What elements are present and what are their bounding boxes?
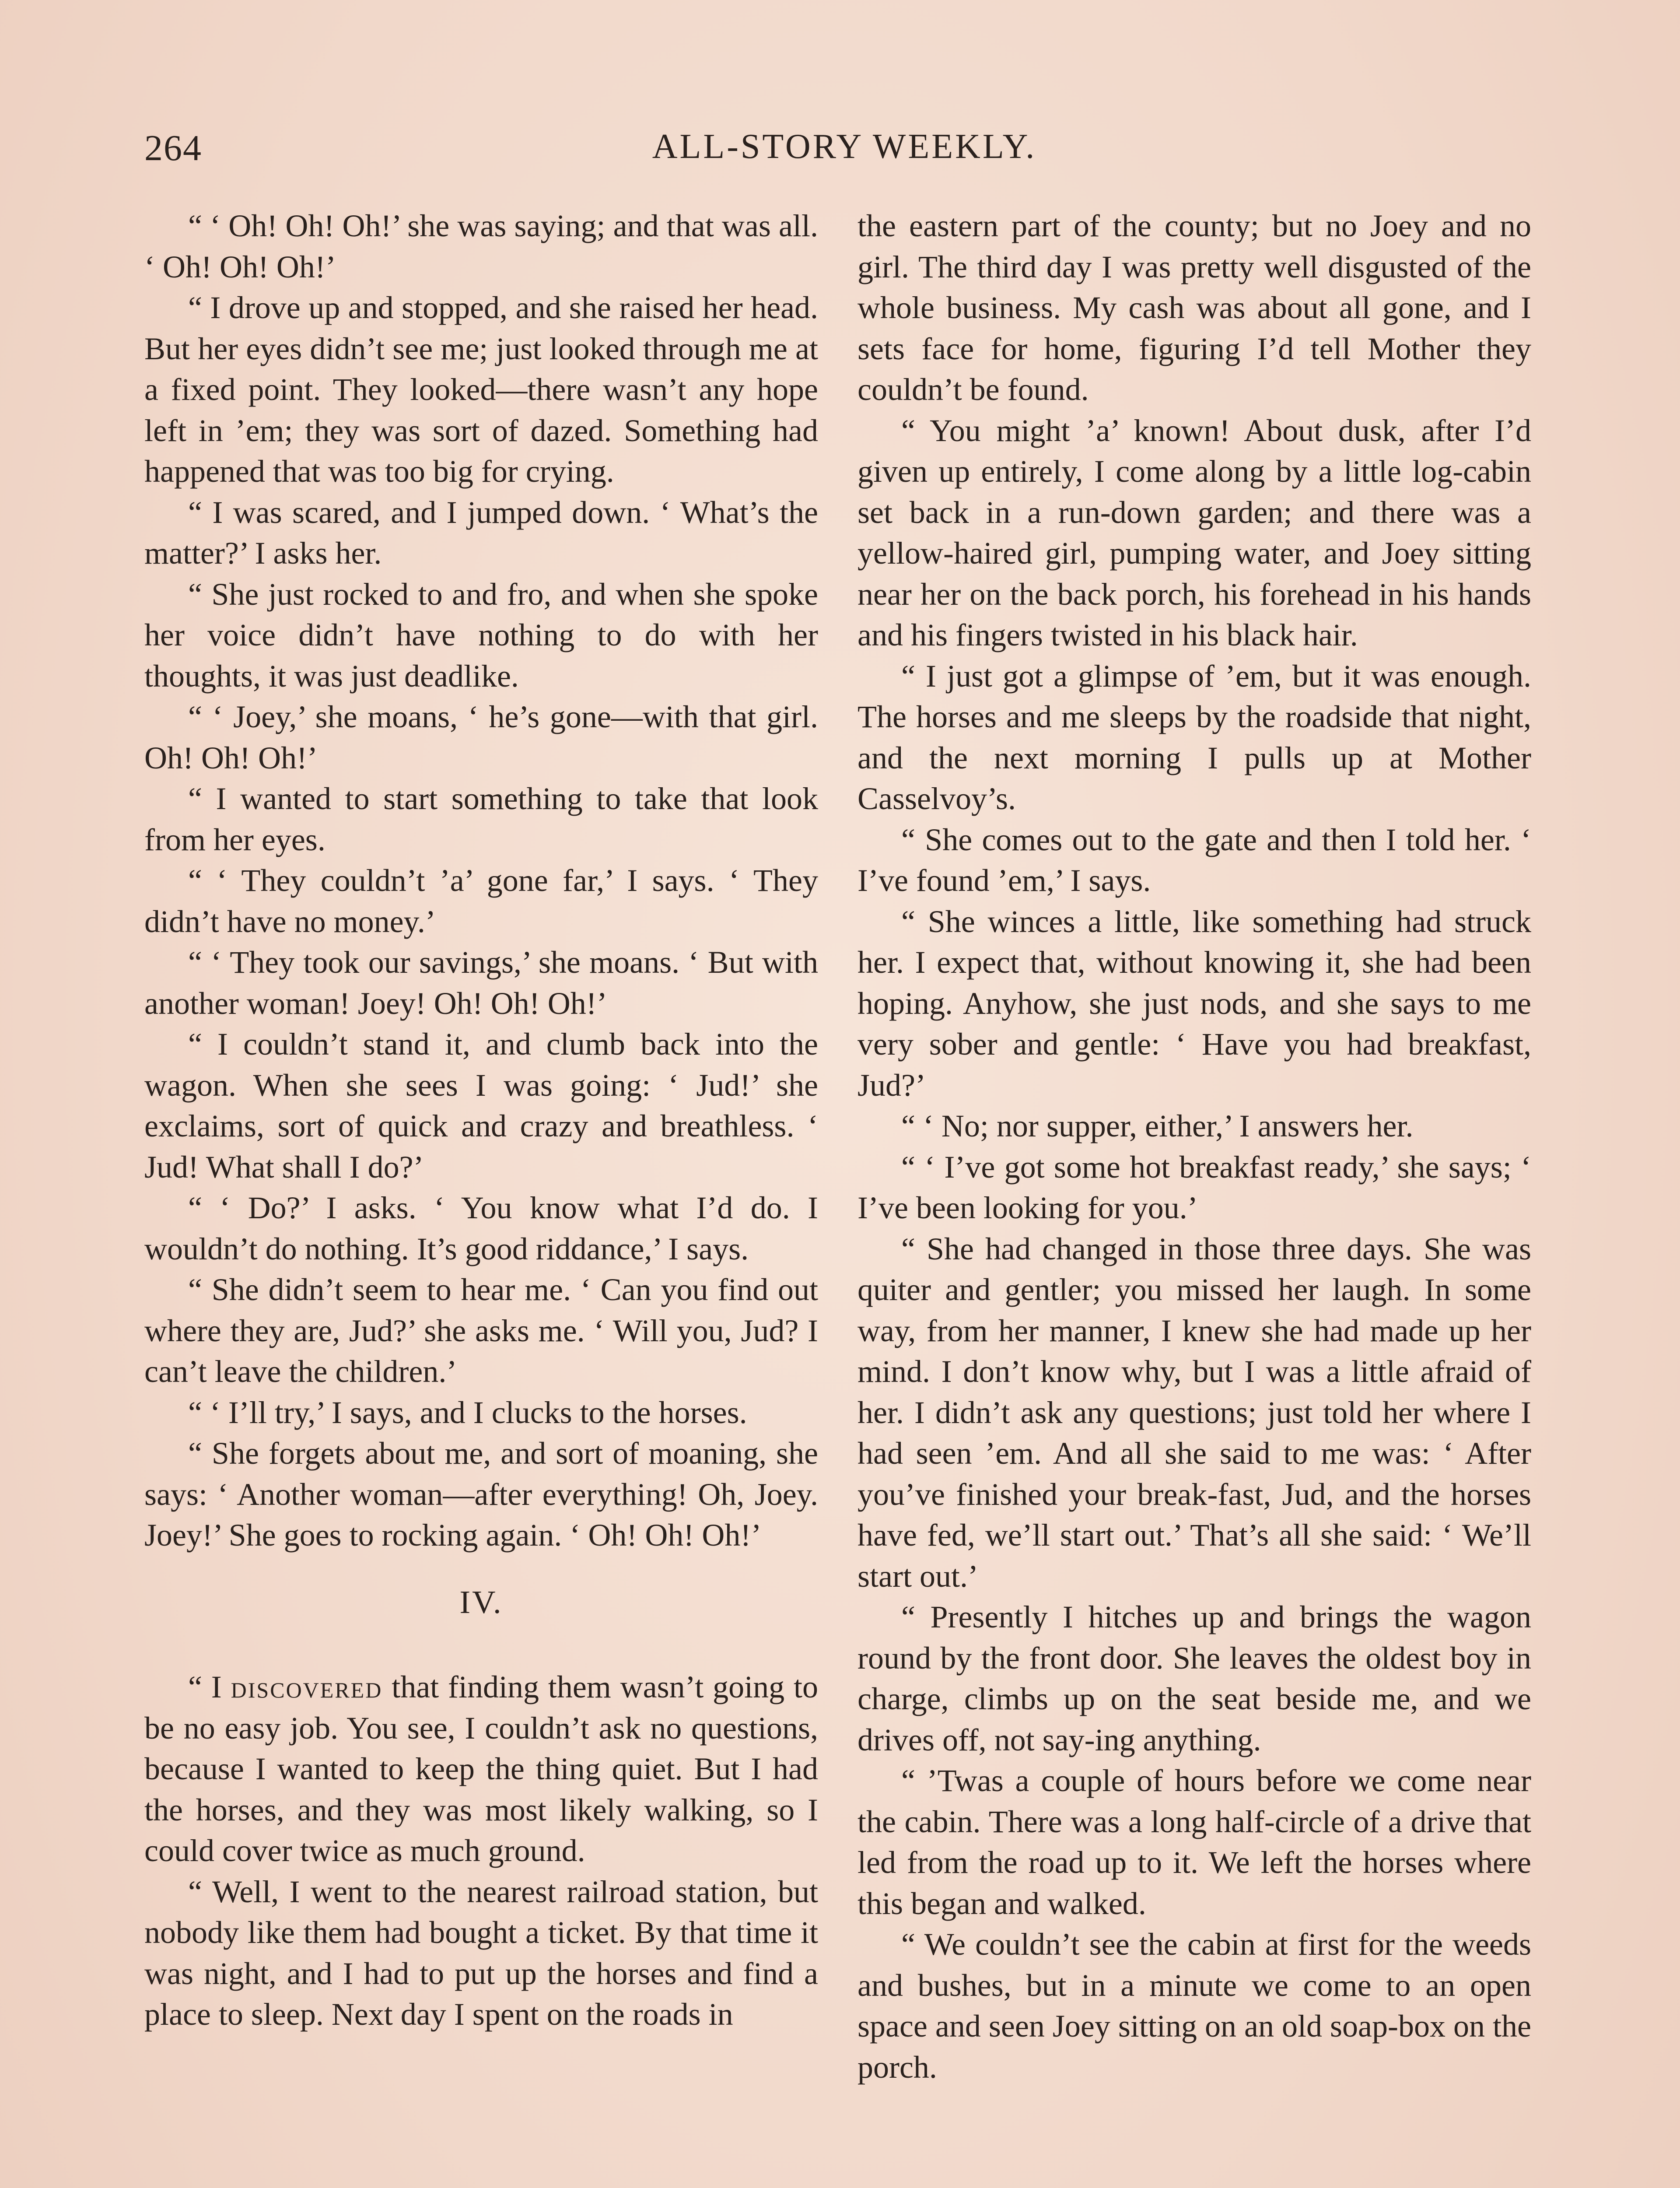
page-header bbox=[144, 127, 1544, 184]
paragraph: “ ‘ Do?’ I asks. ‘ You know what I’d do. I wouldn’t do nothing. It’s good riddance,’ I says. bbox=[144, 1190, 818, 1266]
paragraph: “ ‘ I’ve got some hot breakfast ready,’ she says; ‘ I’ve been looking for you.’ bbox=[858, 1149, 1531, 1225]
left-column bbox=[144, 206, 818, 2035]
page-number: 264 bbox=[144, 128, 202, 168]
paragraph-continued: the eastern part of the county; but no Joey and no girl. The third day I was pretty well disgusted of the whole business. My cash was about all gone, and I sets face for home, figuring I’d tell Mother they couldn’t be found. bbox=[858, 208, 1531, 407]
small-caps-word: discovered bbox=[231, 1669, 383, 1704]
paragraph: “ You might ’a’ known! About dusk, after I’d given up entirely, I come along by a little log-cabin set back in a run-down garden; and there was a yellow-haired girl, pumping water, and Joey sitting near her on the back porch, his forehead in his hands and his fingers twisted in his black hair. bbox=[858, 413, 1531, 652]
paragraph: “ ‘ They couldn’t ’a’ gone far,’ I says. ‘ They didn’t have no money.’ bbox=[144, 863, 818, 939]
paragraph: “ ‘ Oh! Oh! Oh!’ she was saying; and that was all. ‘ Oh! Oh! Oh!’ bbox=[144, 208, 818, 284]
paragraph: “ Well, I went to the nearest railroad station, but nobody like them had bought a ticket. By that time it was night, and I had to put up the horses and find a place to sleep. Next day I spent on the roads in bbox=[144, 1874, 818, 2032]
paragraph: “ She comes out to the gate and then I told her. ‘ I’ve found ’em,’ I says. bbox=[858, 822, 1531, 898]
paragraph: “ We couldn’t see the cabin at first for the weeds and bushes, but in a minute we come to an open space and seen Joey sitting on an old soap-box on the porch. bbox=[858, 1927, 1531, 2085]
paragraph: “ ‘ No; nor supper, either,’ I answers her. bbox=[901, 1108, 1414, 1143]
right-column bbox=[858, 206, 1531, 2088]
paragraph: “ ’Twas a couple of hours before we come near the cabin. There was a long half-circle of a drive that led from the road up to it. We left the horses where this began and walked. bbox=[858, 1763, 1531, 1921]
running-head: ALL-STORY WEEKLY. bbox=[652, 127, 1037, 166]
paragraph: “ I drove up and stopped, and she raised her head. But her eyes didn’t see me; just looked through me at a fixed point. They looked—there wasn’t any hope left in ’em; they was sort of dazed. Something had happened that was too big for crying. bbox=[144, 290, 818, 489]
paragraph bbox=[144, 1667, 818, 1872]
paragraph: “ I couldn’t stand it, and clumb back into the wagon. When she sees I was going: ‘ Jud!’ she exclaims, sort of quick and crazy and breathless. ‘ Jud! What shall I do?’ bbox=[144, 1027, 818, 1185]
paragraph: “ She forgets about me, and sort of moaning, she says: ‘ Another woman—after everything! Oh, Joey. Joey!’ She goes to rocking again. ‘ Oh! Oh! Oh!’ bbox=[144, 1436, 818, 1553]
paragraph: “ ‘ I’ll try,’ I says, and I clucks to the horses. bbox=[188, 1395, 747, 1430]
paragraph: “ I just got a glimpse of ’em, but it was enough. The horses and me sleeps by the roadside that night, and the next morning I pulls up at Mother Casselvoy’s. bbox=[858, 658, 1531, 816]
paragraph: “ She had changed in those three days. She was quiter and gentler; you missed her laugh. In some way, from her manner, I knew she had made up her mind. I don’t know why, but I was a little afraid of her. I didn’t ask any questions; just told her where I had seen ’em. And all she said to me was: ‘ After you’ve finished your break-fast, Jud, and the horses have fed, we’ll start out.’ That’s all she said: ‘ We’ll start out.’ bbox=[858, 1231, 1531, 1594]
paragraph: “ She didn’t seem to hear me. ‘ Can you find out where they are, Jud?’ she asks me. ‘ Will you, Jud? I can’t leave the children.’ bbox=[144, 1272, 818, 1389]
section-heading: IV. bbox=[459, 1584, 503, 1620]
paragraph: “ She winces a little, like something had struck her. I expect that, without knowing it, she had been hoping. Anyhow, she just nods, and she says to me very sober and gentle: ‘ Have you had breakfast, Jud?’ bbox=[858, 904, 1531, 1103]
paragraph: “ ‘ They took our savings,’ she moans. ‘ But with another woman! Joey! Oh! Oh! Oh!’ bbox=[144, 945, 818, 1021]
paragraph: “ Presently I hitches up and brings the wagon round by the front door. She leaves the oldest boy in charge, climbs up on the seat beside me, and we drives off, not say-ing anything. bbox=[858, 1599, 1531, 1757]
paragraph-lead: “ I bbox=[188, 1669, 222, 1704]
paragraph: “ ‘ Joey,’ she moans, ‘ he’s gone—with that girl. Oh! Oh! Oh!’ bbox=[144, 699, 818, 775]
paragraph: “ I wanted to start something to take that look from her eyes. bbox=[144, 781, 818, 857]
paragraph: “ I was scared, and I jumped down. ‘ What’s the matter?’ I asks her. bbox=[144, 494, 818, 571]
paragraph-rest: that finding them wasn’t going to be no easy job. You see, I couldn’t ask no questions, because I wanted to keep the thing quiet. But I had the horses, and they was most likely walking, so I could cover twice as much ground. bbox=[144, 1669, 819, 1868]
paragraph: “ She just rocked to and fro, and when she spoke her voice didn’t have nothing to do with her thoughts, it was just deadlike. bbox=[144, 576, 818, 694]
